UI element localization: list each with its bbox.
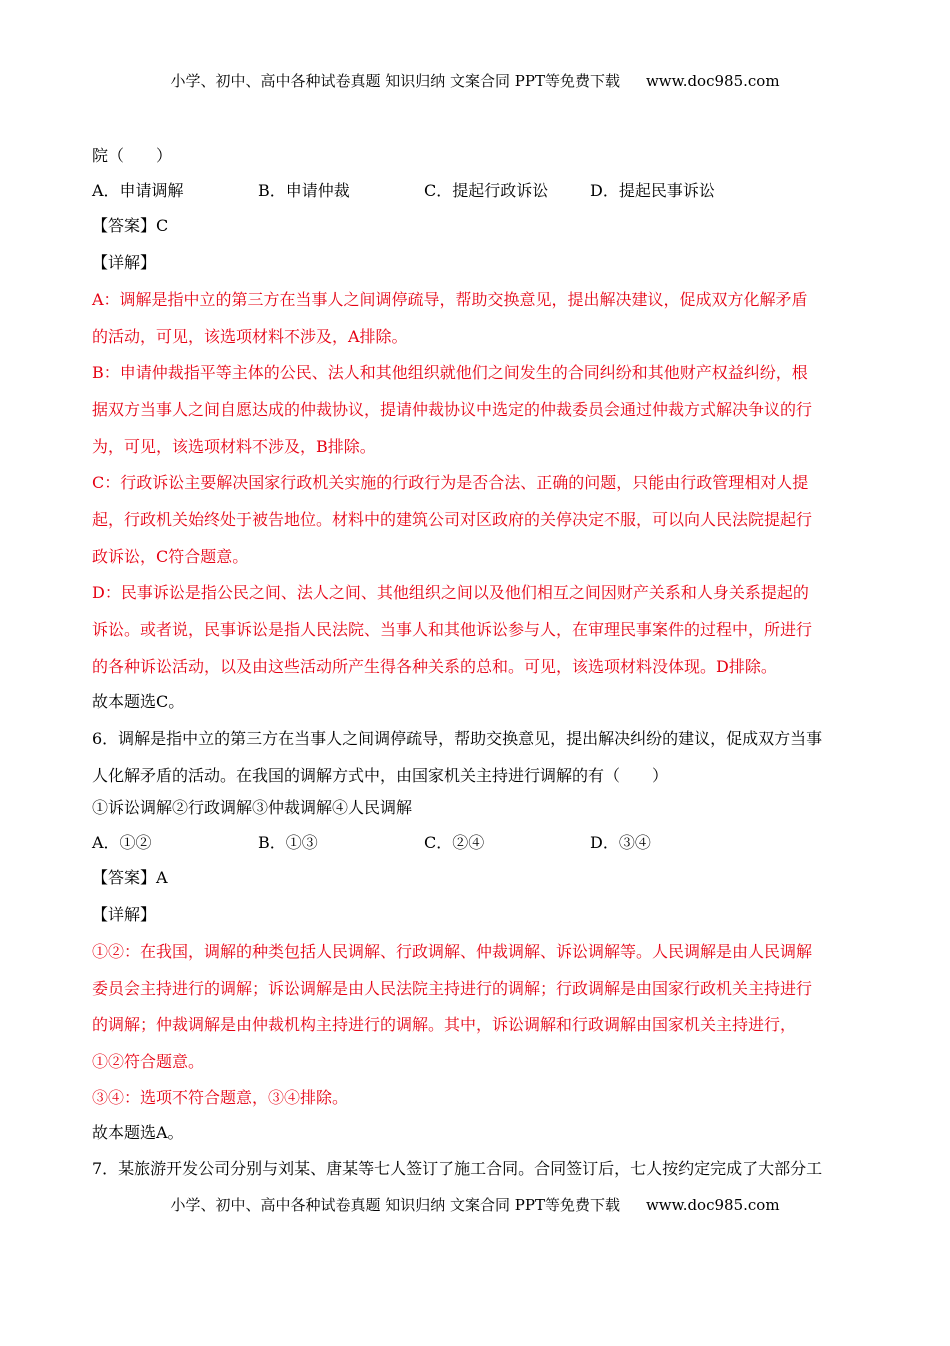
q7-stem-line: 7．某旅游开发公司分别与刘某、唐某等七人签订了施工合同。合同签订后，七人按约定完成了大部分工 <box>92 1159 823 1178</box>
q6-detail-line: 的调解；仲裁调解是由仲裁机构主持进行的调解。其中，诉讼调解和行政调解由国家机关主持进行， <box>92 1015 797 1034</box>
header-url[interactable]: www.doc985.com <box>645 72 780 90</box>
q5-detail-line: 诉讼。或者说，民事诉讼是指人民法院、当事人和其他诉讼参与人，在审理民事案件的过程中，所进行 <box>92 620 813 639</box>
header-text: 小学、初中、高中各种试卷真题 知识归纳 文案合同 PPT等免费下载 <box>170 72 620 90</box>
q5-detail-line: 政诉讼，C符合题意。 <box>92 547 249 566</box>
q6-option-c: C．②④ <box>424 833 485 852</box>
q6-answer: 【答案】A <box>92 868 168 887</box>
q6-detail-line: ③④：选项不符合题意，③④排除。 <box>92 1088 349 1107</box>
q5-option-c: C．提起行政诉讼 <box>424 181 549 200</box>
q5-detail-label: 【详解】 <box>92 253 157 272</box>
page-footer <box>0 1194 950 1215</box>
q5-option-d: D．提起民事诉讼 <box>590 181 715 200</box>
document-body <box>92 143 868 1182</box>
q5-stem-tail: 院（ ） <box>92 146 173 165</box>
q5-detail-line: 为，可见，该选项材料不涉及，B排除。 <box>92 437 376 456</box>
q5-option-a: A．申请调解 <box>92 181 184 200</box>
q6-stem-line: ①诉讼调解②行政调解③仲裁调解④人民调解 <box>92 798 413 817</box>
q5-detail-line: D：民事诉讼是指公民之间、法人之间、其他组织之间以及他们相互之间因财产关系和人身关系提起的 <box>92 583 809 602</box>
q5-detail-line: 据双方当事人之间自愿达成的仲裁协议，提请仲裁协议中选定的仲裁委员会通过仲裁方式解决争议的行 <box>92 400 813 419</box>
q5-detail-line: 的各种诉讼活动，以及由这些活动所产生得各种关系的总和。可见，该选项材料没体现。D排除。 <box>92 657 777 676</box>
q5-conclusion: 故本题选C。 <box>92 692 185 711</box>
page-header <box>0 70 950 91</box>
q6-detail-line: ①②：在我国，调解的种类包括人民调解、行政调解、仲裁调解、诉讼调解等。人民调解是由人民调解 <box>92 942 813 961</box>
q5-detail-line: A：调解是指中立的第三方在当事人之间调停疏导，帮助交换意见，提出解决建议，促成双方化解矛盾 <box>92 290 808 309</box>
q6-stem-line: 人化解矛盾的活动。在我国的调解方式中，由国家机关主持进行调解的有（ ） <box>92 766 669 785</box>
q5-answer: 【答案】C <box>92 216 169 235</box>
q6-detail-line: 委员会主持进行的调解；诉讼调解是由人民法院主持进行的调解；行政调解是由国家行政机关主持进行 <box>92 979 813 998</box>
q5-detail-line: 的活动，可见，该选项材料不涉及，A排除。 <box>92 327 408 346</box>
q6-option-a: A．①② <box>92 833 152 852</box>
footer-text: 小学、初中、高中各种试卷真题 知识归纳 文案合同 PPT等免费下载 <box>170 1196 620 1214</box>
footer-url[interactable]: www.doc985.com <box>645 1196 780 1214</box>
q5-options <box>92 178 868 204</box>
q5-detail <box>92 287 868 680</box>
q6-conclusion: 故本题选A。 <box>92 1123 184 1142</box>
q6-detail-line: ①②符合题意。 <box>92 1052 205 1071</box>
q5-detail-line: C：行政诉讼主要解决国家行政机关实施的行政行为是否合法、正确的问题，只能由行政管理相对人提 <box>92 473 809 492</box>
q5-option-b: B．申请仲裁 <box>258 181 350 200</box>
q6-option-d: D．③④ <box>590 833 651 852</box>
q6-detail-label: 【详解】 <box>92 905 157 924</box>
q6-option-b: B．①③ <box>258 833 318 852</box>
q5-detail-line: B：申请仲裁指平等主体的公民、法人和其他组织就他们之间发生的合同纠纷和其他财产权益纠纷，根 <box>92 363 808 382</box>
q6-stem-line: 6．调解是指中立的第三方在当事人之间调停疏导，帮助交换意见，提出解决纠纷的建议，促成双方当事 <box>92 729 823 748</box>
q6-options <box>92 830 868 856</box>
q6-detail <box>92 939 868 1111</box>
q5-detail-line: 起，行政机关始终处于被告地位。材料中的建筑公司对区政府的关停决定不服，可以向人民法院提起行 <box>92 510 813 529</box>
